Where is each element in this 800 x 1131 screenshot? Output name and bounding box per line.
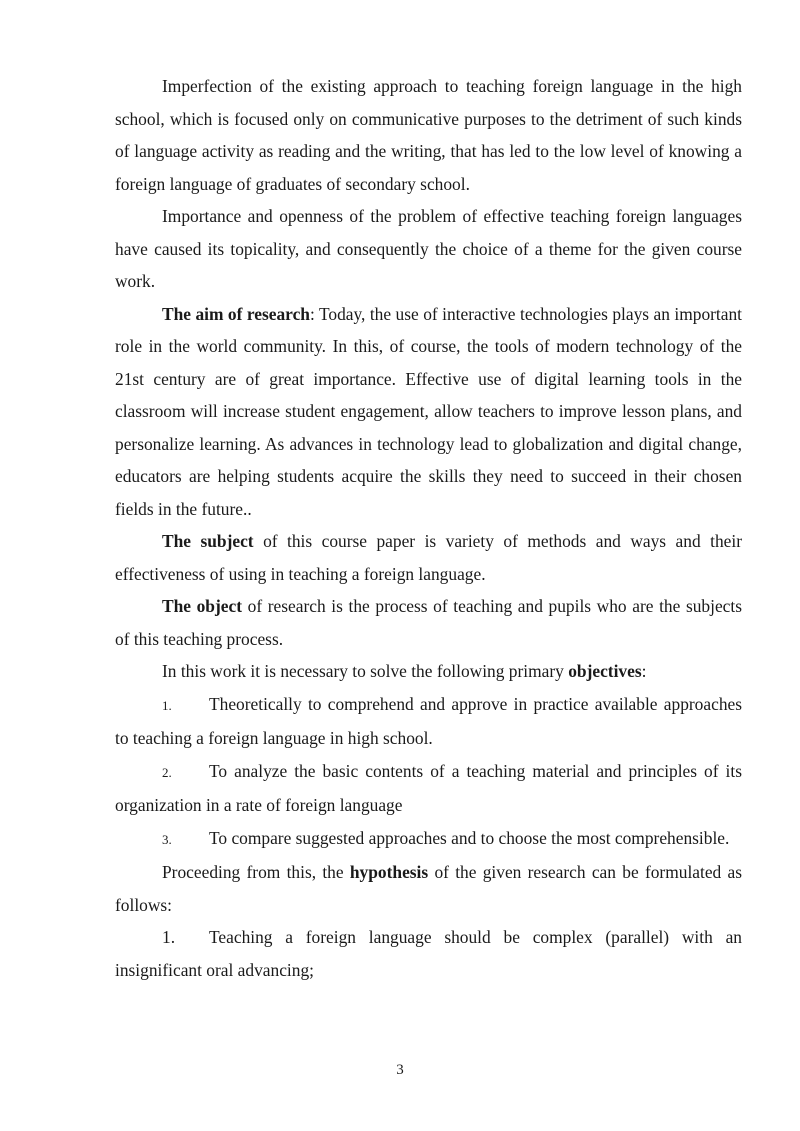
paragraph-aim bbox=[115, 298, 742, 526]
objective-number: 3. bbox=[162, 831, 172, 847]
objective-number: 2. bbox=[162, 764, 172, 780]
paragraph-object bbox=[115, 590, 742, 655]
objective-text: To compare suggested approaches and to choose the most comprehensible. bbox=[209, 827, 730, 848]
objectives-intro-text: In this work it is necessary to solve the following primary bbox=[162, 661, 569, 681]
objective-text: Theoretically to comprehend and approve in practice available approaches to teaching a foreign language in high school. bbox=[115, 693, 742, 748]
paragraph-imperfection: Imperfection of the existing approach to teaching foreign language in the high school, which is focused only on communicative purposes to the detriment of such kinds of language activity as reading and the writing, that has led to the low level of knowing a foreign language of graduates of secondary school. bbox=[115, 76, 742, 194]
hypothesis-intro-rest: of the given research can be formulated as follows: bbox=[115, 862, 742, 915]
object-text: of research is the process of teaching and pupils who are the subjects of this teaching process. bbox=[115, 596, 742, 649]
hypothesis-intro-text: Proceeding from this, the bbox=[162, 862, 350, 882]
objective-text: To analyze the basic contents of a teaching material and principles of its organization in a rate of foreign language bbox=[115, 760, 742, 815]
objective-item bbox=[115, 822, 742, 857]
hypothesis-number: 1. bbox=[162, 927, 176, 947]
paragraph-objectives-intro bbox=[115, 655, 742, 688]
page-number: 3 bbox=[396, 1062, 404, 1078]
objective-number: 1. bbox=[162, 697, 172, 713]
hypothesis-item bbox=[115, 921, 742, 986]
paragraph-importance: Importance and openness of the problem of effective teaching foreign languages have caused its topicality, and consequently the choice of a theme for the given course work. bbox=[115, 206, 742, 291]
document-body bbox=[115, 70, 742, 986]
aim-heading: The aim of research bbox=[162, 303, 310, 324]
objective-item bbox=[115, 688, 742, 755]
hypothesis-text: Teaching a foreign language should be complex (parallel) with an insignificant oral advancing; bbox=[115, 927, 742, 980]
objectives-heading: objectives bbox=[568, 661, 642, 681]
subject-text: of this course paper is variety of methods and ways and their effectiveness of using in teaching a foreign language. bbox=[115, 531, 742, 584]
hypothesis-heading: hypothesis bbox=[349, 862, 429, 882]
objective-item bbox=[115, 755, 742, 822]
paragraph-subject bbox=[115, 525, 742, 590]
objectives-colon: : bbox=[641, 661, 647, 681]
subject-heading: The subject bbox=[162, 531, 254, 551]
aim-text: : Today, the use of interactive technologies plays an important role in the world community. In this, of course, the tools of modern technology of the 21st century are of great importance. Effective use of digital learning tools in the classroom will increase student engagement, allow teachers to improve lesson plans, and personalize learning. As advances in technology lead to globalization and digital change, educators are helping students acquire the skills they need to succeed in their chosen fields in the future.. bbox=[115, 303, 743, 519]
object-heading: The object bbox=[162, 596, 243, 616]
paragraph-hypothesis-intro bbox=[115, 856, 742, 921]
